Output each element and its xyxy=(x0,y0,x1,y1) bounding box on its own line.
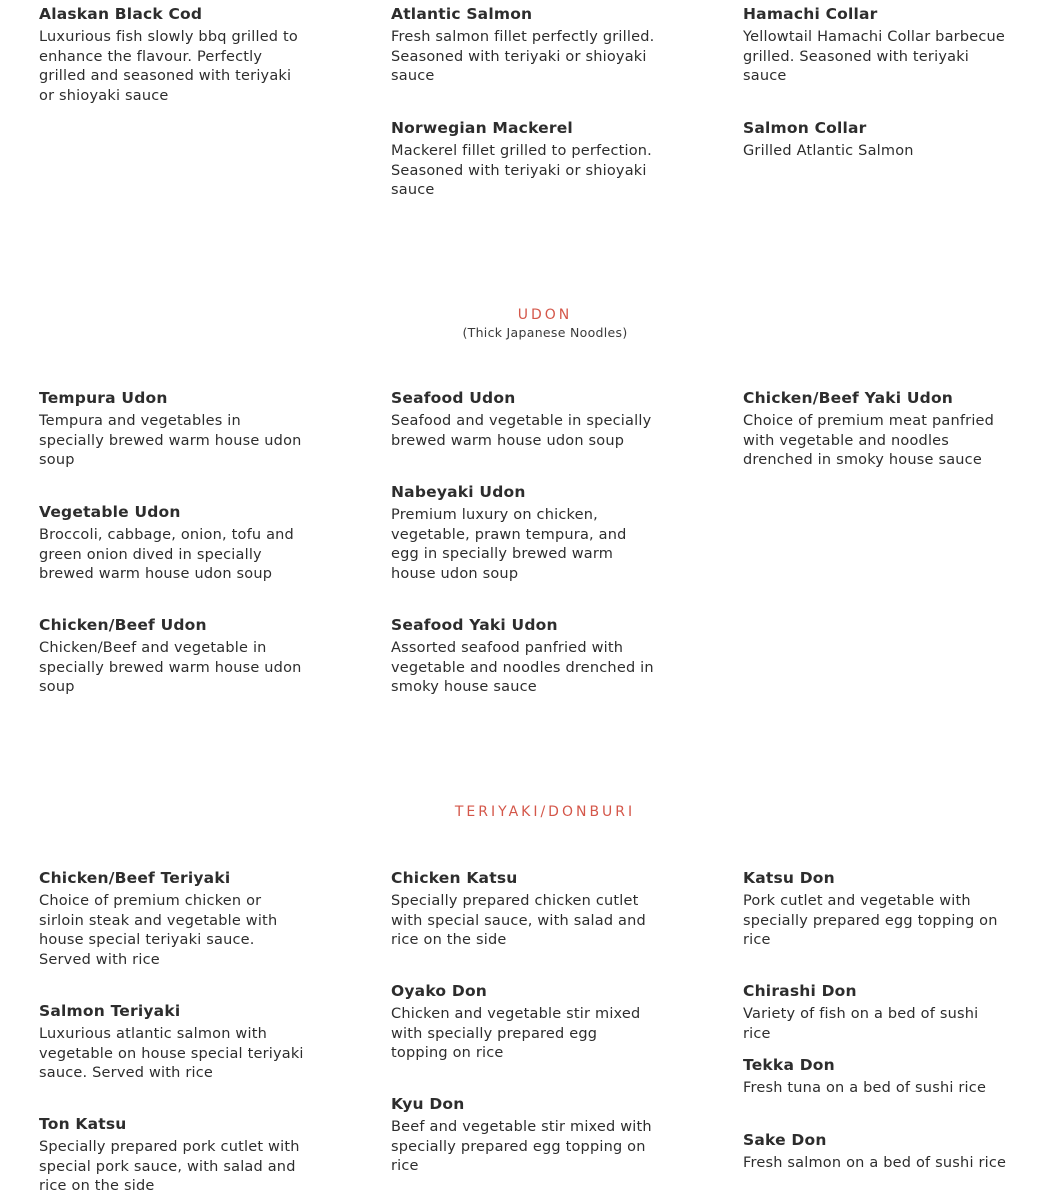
menu-item-tekka-don xyxy=(743,1055,1009,1099)
item-description: Choice of premium meat panfried with vegetable and noodles drenched in smoky house sauce xyxy=(743,413,995,468)
item-name: Salmon Teriyaki xyxy=(39,1002,181,1020)
menu-item-ton-katsu xyxy=(39,1114,305,1197)
item-name: Tempura Udon xyxy=(39,389,168,407)
section-header-teriyaki-donburi xyxy=(0,803,1050,821)
item-name: Chirashi Don xyxy=(743,982,857,1000)
item-description: Seafood and vegetable in specially brewed warm house udon soup xyxy=(391,413,652,449)
item-name: Nabeyaki Udon xyxy=(391,483,526,501)
menu-item-kyu-don xyxy=(391,1094,657,1177)
item-description: Luxurious fish slowly bbq grilled to enhance the flavour. Perfectly grilled and seasoned with teriyaki or shioyaki sauce xyxy=(39,29,298,104)
menu-item-oyako-don xyxy=(391,981,657,1064)
section-header-udon xyxy=(0,306,1050,342)
item-description: Chicken/Beef and vegetable in specially brewed warm house udon soup xyxy=(39,640,302,695)
menu-item-alaskan-black-cod xyxy=(39,4,305,106)
item-name: Seafood Yaki Udon xyxy=(391,616,558,634)
item-description: Premium luxury on chicken, vegetable, prawn tempura, and egg in specially brewed warm house udon soup xyxy=(391,507,627,582)
item-name: Salmon Collar xyxy=(743,119,867,137)
item-name: Kyu Don xyxy=(391,1095,465,1113)
menu-item-chicken-beef-yaki-udon xyxy=(743,388,1009,471)
item-name: Chicken/Beef Udon xyxy=(39,616,207,634)
item-name: Atlantic Salmon xyxy=(391,5,533,23)
menu-item-chicken-beef-udon xyxy=(39,615,305,698)
item-description: Yellowtail Hamachi Collar barbecue grilled. Seasoned with teriyaki sauce xyxy=(743,29,1006,84)
item-description: Specially prepared chicken cutlet with special sauce, with salad and rice on the side xyxy=(391,893,646,948)
section-title: TERIYAKI/DONBURI xyxy=(454,804,636,820)
menu-item-norwegian-mackerel xyxy=(391,118,657,201)
item-name: Alaskan Black Cod xyxy=(39,5,203,23)
item-description: Choice of premium chicken or sirloin steak and vegetable with house special teriyaki sauce. Served with rice xyxy=(39,893,278,968)
item-description: Variety of fish on a bed of sushi rice xyxy=(743,1006,979,1042)
item-description: Grilled Atlantic Salmon xyxy=(743,143,914,159)
menu-item-atlantic-salmon xyxy=(391,4,657,87)
item-name: Seafood Udon xyxy=(391,389,516,407)
item-description: Fresh salmon on a bed of sushi rice xyxy=(743,1155,1007,1171)
menu-item-salmon-collar xyxy=(743,118,1009,162)
menu-item-vegetable-udon xyxy=(39,502,305,585)
menu-item-katsu-don xyxy=(743,868,1009,951)
item-description: Fresh salmon fillet perfectly grilled. Seasoned with teriyaki or shioyaki sauce xyxy=(391,29,655,84)
item-name: Sake Don xyxy=(743,1131,827,1149)
item-name: Norwegian Mackerel xyxy=(391,119,573,137)
item-name: Hamachi Collar xyxy=(743,5,878,23)
section-subtitle: (Thick Japanese Noodles) xyxy=(462,325,628,340)
menu-item-nabeyaki-udon xyxy=(391,482,657,584)
item-description: Assorted seafood panfried with vegetable and noodles drenched in smoky house sauce xyxy=(391,640,654,695)
item-description: Luxurious atlantic salmon with vegetable on house special teriyaki sauce. Served with rice xyxy=(39,1026,304,1081)
item-description: Specially prepared pork cutlet with special pork sauce, with salad and rice on the side xyxy=(39,1139,300,1194)
item-name: Chicken/Beef Yaki Udon xyxy=(743,389,954,407)
menu-item-chicken-katsu xyxy=(391,868,657,951)
item-description: Pork cutlet and vegetable with specially prepared egg topping on rice xyxy=(743,893,998,948)
item-description: Chicken and vegetable stir mixed with specially prepared egg topping on rice xyxy=(391,1006,641,1061)
menu-item-salmon-teriyaki xyxy=(39,1001,305,1084)
section-title: UDON xyxy=(517,307,573,323)
item-name: Oyako Don xyxy=(391,982,488,1000)
item-description: Fresh tuna on a bed of sushi rice xyxy=(743,1080,987,1096)
menu-item-seafood-udon xyxy=(391,388,657,451)
menu-item-chirashi-don xyxy=(743,981,1009,1044)
item-name: Tekka Don xyxy=(743,1056,835,1074)
menu-item-seafood-yaki-udon xyxy=(391,615,657,698)
item-name: Chicken Katsu xyxy=(391,869,518,887)
menu-item-tempura-udon xyxy=(39,388,305,471)
item-name: Vegetable Udon xyxy=(39,503,181,521)
menu-item-hamachi-collar xyxy=(743,4,1009,87)
menu-item-sake-don xyxy=(743,1130,1009,1174)
item-description: Mackerel fillet grilled to perfection. Seasoned with teriyaki or shioyaki sauce xyxy=(391,143,652,198)
item-name: Katsu Don xyxy=(743,869,835,887)
item-description: Beef and vegetable stir mixed with specially prepared egg topping on rice xyxy=(391,1119,652,1174)
menu-item-chicken-beef-teriyaki xyxy=(39,868,305,970)
item-name: Ton Katsu xyxy=(39,1115,127,1133)
item-description: Tempura and vegetables in specially brewed warm house udon soup xyxy=(39,413,302,468)
item-description: Broccoli, cabbage, onion, tofu and green onion dived in specially brewed warm house udon soup xyxy=(39,527,294,582)
item-name: Chicken/Beef Teriyaki xyxy=(39,869,231,887)
